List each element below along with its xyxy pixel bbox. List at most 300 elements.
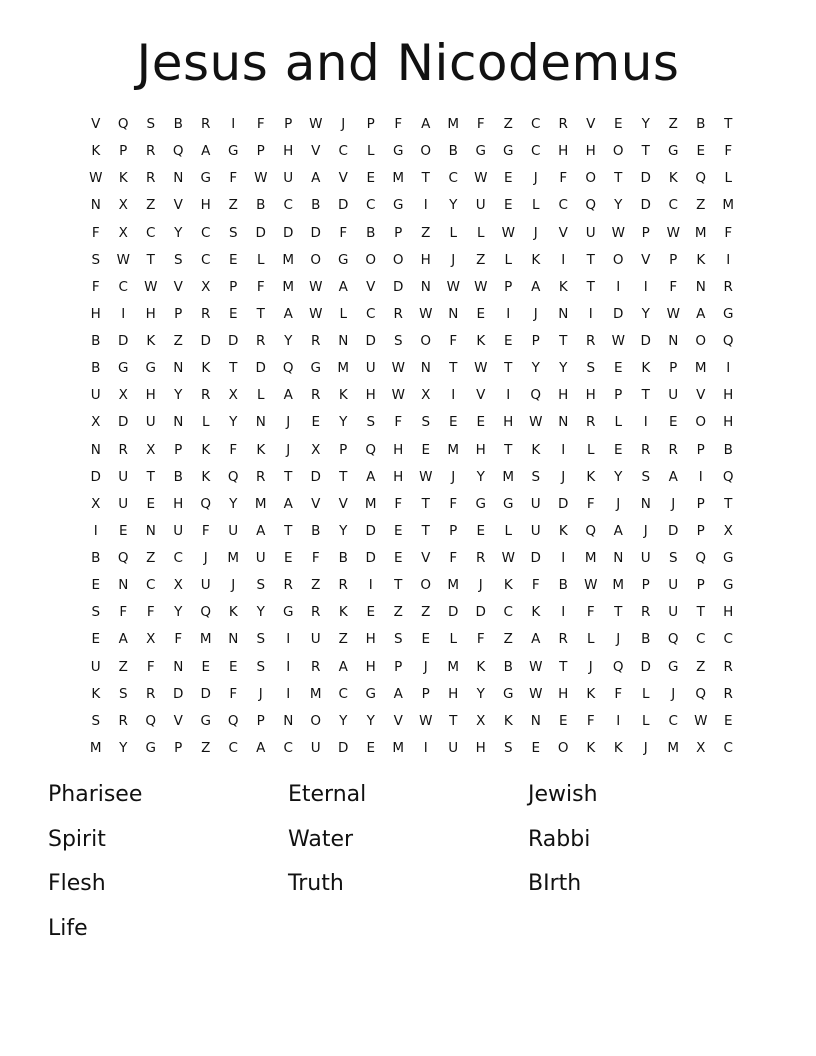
grid-letter: S xyxy=(393,333,403,349)
grid-letter: N xyxy=(283,712,294,729)
grid-letter: W xyxy=(446,278,460,295)
grid-letter: T xyxy=(641,143,650,160)
grid-letter: J xyxy=(561,468,566,485)
grid-letter: M xyxy=(309,685,322,702)
grid-letter: L xyxy=(586,631,595,648)
grid-letter: N xyxy=(420,360,431,377)
grid-letter: U xyxy=(668,604,679,621)
grid-letter: Y xyxy=(559,360,568,377)
grid-letter: A xyxy=(531,278,541,295)
grid-letter: U xyxy=(283,170,294,187)
grid-letter: E xyxy=(228,251,238,268)
grid-letter: B xyxy=(696,116,706,132)
grid-letter: D xyxy=(558,495,569,512)
grid-row xyxy=(82,626,742,653)
word-list-item: Flesh xyxy=(48,871,106,896)
grid-letter: V xyxy=(311,495,321,512)
grid-letter: O xyxy=(420,333,432,349)
grid-letter: L xyxy=(724,170,733,187)
grid-row xyxy=(82,409,742,436)
grid-letter: B xyxy=(256,197,266,214)
word-list-item: Water xyxy=(288,826,354,852)
grid-letter: K xyxy=(531,251,541,268)
grid-letter: D xyxy=(668,522,679,539)
grid-letter: R xyxy=(723,278,733,295)
grid-letter: V xyxy=(393,712,403,729)
grid-letter: H xyxy=(475,441,486,458)
grid-letter: E xyxy=(613,360,623,377)
grid-letter: P xyxy=(256,143,265,160)
grid-letter: I xyxy=(423,739,428,756)
grid-letter: J xyxy=(478,577,483,594)
grid-letter: P xyxy=(696,577,705,594)
grid-letter: P xyxy=(174,441,183,458)
grid-letter: M xyxy=(447,658,460,675)
grid-letter: H xyxy=(723,387,734,404)
grid-letter: C xyxy=(723,739,733,756)
word-list-item: Life xyxy=(48,915,88,941)
grid-row xyxy=(82,301,742,328)
grid-letter: Y xyxy=(119,739,128,756)
grid-letter: N xyxy=(695,278,706,295)
grid-letter: F xyxy=(586,604,595,621)
grid-letter: Y xyxy=(339,414,348,431)
grid-letter: F xyxy=(339,224,348,241)
grid-letter: T xyxy=(284,522,293,539)
grid-letter: J xyxy=(616,495,621,512)
grid-letter: E xyxy=(668,414,678,431)
grid-letter: D xyxy=(173,685,184,702)
grid-letter: C xyxy=(146,224,156,241)
grid-letter: H xyxy=(475,739,486,756)
grid-letter: D xyxy=(228,333,239,349)
grid-letter: D xyxy=(393,278,404,295)
grid-letter: T xyxy=(559,658,568,675)
grid-letter: X xyxy=(696,739,706,756)
grid-letter: W xyxy=(611,333,625,349)
grid-letter: I xyxy=(506,387,511,404)
grid-letter: W xyxy=(584,577,598,594)
grid-letter: Q xyxy=(282,360,294,377)
grid-letter: T xyxy=(614,604,623,621)
grid-letter: B xyxy=(311,522,321,539)
grid-letter: V xyxy=(173,197,183,214)
grid-letter: B xyxy=(723,441,733,458)
grid-letter: A xyxy=(338,278,348,295)
grid-letter: U xyxy=(145,414,156,431)
word-list xyxy=(48,773,768,951)
grid-letter: T xyxy=(229,360,238,377)
grid-letter: T xyxy=(256,305,265,322)
grid-letter: G xyxy=(668,658,679,675)
grid-letter: M xyxy=(667,739,680,756)
grid-letter: V xyxy=(173,712,183,729)
grid-letter: F xyxy=(476,116,485,132)
grid-letter: E xyxy=(696,143,706,160)
grid-letter: C xyxy=(338,685,348,702)
grid-letter: R xyxy=(283,577,293,594)
grid-letter: P xyxy=(284,116,293,132)
grid-letter: W xyxy=(474,360,488,377)
grid-letter: I xyxy=(286,631,291,648)
grid-letter: C xyxy=(558,197,568,214)
grid-letter: S xyxy=(256,658,266,675)
grid-letter: L xyxy=(449,224,458,241)
grid-letter: U xyxy=(668,577,679,594)
grid-row xyxy=(82,274,742,301)
grid-letter: Q xyxy=(200,495,212,512)
grid-letter: Y xyxy=(229,414,238,431)
grid-letter: K xyxy=(201,360,211,377)
grid-letter: X xyxy=(228,387,238,404)
grid-letter: B xyxy=(366,224,376,241)
grid-letter: F xyxy=(586,712,595,729)
grid-letter: R xyxy=(338,577,348,594)
grid-letter: N xyxy=(420,278,431,295)
grid-letter: E xyxy=(366,170,376,187)
grid-letter: P xyxy=(669,360,678,377)
grid-letter: Q xyxy=(227,712,239,729)
grid-letter: H xyxy=(448,685,459,702)
grid-letter: V xyxy=(338,495,348,512)
grid-letter: C xyxy=(201,251,211,268)
grid-letter: H xyxy=(503,414,514,431)
grid-row xyxy=(82,681,742,708)
grid-letter: I xyxy=(93,522,98,539)
grid-letter: X xyxy=(118,197,128,214)
grid-letter: R xyxy=(641,441,651,458)
grid-letter: E xyxy=(421,631,431,648)
grid-letter: Y xyxy=(366,712,375,729)
grid-letter: W xyxy=(419,305,433,322)
grid-letter: H xyxy=(90,305,101,322)
grid-letter: K xyxy=(613,739,623,756)
grid-letter: D xyxy=(613,305,624,322)
grid-letter: R xyxy=(118,712,128,729)
grid-letter: E xyxy=(201,658,211,675)
grid-letter: T xyxy=(559,333,568,349)
word-list-item: Truth xyxy=(288,871,344,896)
grid-letter: P xyxy=(504,278,513,295)
grid-letter: U xyxy=(90,387,101,404)
grid-letter: K xyxy=(558,278,568,295)
grid-letter: U xyxy=(530,495,541,512)
grid-letter: G xyxy=(475,143,486,160)
grid-letter: Y xyxy=(614,468,623,485)
grid-row xyxy=(82,111,742,138)
grid-letter: T xyxy=(724,116,733,132)
grid-row xyxy=(82,464,742,491)
grid-letter: E xyxy=(393,550,403,566)
grid-letter: H xyxy=(173,495,184,512)
grid-letter: H xyxy=(558,685,569,702)
grid-letter: S xyxy=(503,739,513,756)
grid-letter: Q xyxy=(530,387,542,404)
grid-letter: H xyxy=(145,387,156,404)
grid-letter: Z xyxy=(146,197,156,214)
grid-letter: G xyxy=(200,170,211,187)
grid-letter: U xyxy=(530,522,541,539)
grid-letter: R xyxy=(586,333,596,349)
grid-letter: I xyxy=(698,468,703,485)
grid-letter: W xyxy=(694,712,708,729)
grid-letter: J xyxy=(286,414,291,431)
grid-letter: Y xyxy=(174,387,183,404)
grid-letter: U xyxy=(585,224,596,241)
grid-letter: P xyxy=(229,278,238,295)
grid-letter: C xyxy=(448,170,458,187)
grid-letter: J xyxy=(643,522,648,539)
grid-letter: Q xyxy=(585,197,597,214)
grid-letter: A xyxy=(283,305,293,322)
grid-letter: H xyxy=(200,197,211,214)
grid-letter: J xyxy=(231,577,236,594)
grid-letter: H xyxy=(365,631,376,648)
grid-letter: G xyxy=(338,251,349,268)
grid-letter: G xyxy=(283,604,294,621)
grid-letter: Z xyxy=(476,251,486,268)
grid-letter: H xyxy=(723,604,734,621)
grid-letter: E xyxy=(228,658,238,675)
grid-letter: R xyxy=(256,333,266,349)
grid-letter: K xyxy=(338,604,348,621)
grid-letter: R xyxy=(558,116,568,132)
grid-letter: R xyxy=(586,414,596,431)
grid-letter: D xyxy=(338,739,349,756)
grid-letter: F xyxy=(449,550,458,566)
grid-letter: E xyxy=(393,522,403,539)
grid-letter: G xyxy=(503,685,514,702)
grid-letter: F xyxy=(229,685,238,702)
grid-letter: D xyxy=(365,333,376,349)
grid-letter: W xyxy=(529,414,543,431)
grid-letter: K xyxy=(91,685,101,702)
grid-letter: C xyxy=(531,143,541,160)
grid-letter: B xyxy=(173,116,183,132)
grid-letter: D xyxy=(310,468,321,485)
grid-letter: N xyxy=(668,333,679,349)
page-title: Jesus and Nicodemus xyxy=(136,34,680,92)
grid-letter: B xyxy=(91,333,101,349)
grid-letter: V xyxy=(586,116,596,132)
grid-letter: U xyxy=(200,577,211,594)
grid-letter: T xyxy=(614,170,623,187)
grid-row xyxy=(82,247,742,274)
grid-letter: U xyxy=(310,631,321,648)
grid-letter: G xyxy=(365,685,376,702)
grid-letter: N xyxy=(90,441,101,458)
grid-letter: J xyxy=(533,170,538,187)
grid-letter: M xyxy=(254,495,267,512)
grid-letter: V xyxy=(311,143,321,160)
grid-letter: O xyxy=(695,333,707,349)
grid-letter: H xyxy=(585,387,596,404)
grid-letter: N xyxy=(145,522,156,539)
grid-letter: W xyxy=(529,685,543,702)
grid-letter: M xyxy=(392,739,405,756)
grid-letter: I xyxy=(616,278,621,295)
grid-letter: N xyxy=(173,360,184,377)
grid-letter: A xyxy=(118,631,128,648)
grid-letter: W xyxy=(309,278,323,295)
grid-letter: S xyxy=(146,116,156,132)
grid-letter: R xyxy=(311,387,321,404)
grid-letter: K xyxy=(668,170,678,187)
grid-letter: K xyxy=(201,441,211,458)
grid-letter: G xyxy=(503,495,514,512)
grid-letter: H xyxy=(365,387,376,404)
grid-letter: I xyxy=(561,251,566,268)
grid-letter: H xyxy=(393,441,404,458)
grid-letter: N xyxy=(255,414,266,431)
grid-letter: I xyxy=(561,550,566,566)
grid-letter: Y xyxy=(641,305,650,322)
grid-letter: C xyxy=(503,604,513,621)
grid-letter: F xyxy=(669,278,678,295)
grid-letter: K xyxy=(118,170,128,187)
grid-letter: I xyxy=(643,278,648,295)
grid-letter: X xyxy=(91,414,101,431)
grid-letter: K xyxy=(338,387,348,404)
grid-letter: O xyxy=(365,251,377,268)
grid-letter: X xyxy=(201,278,211,295)
grid-letter: G xyxy=(393,143,404,160)
grid-letter: W xyxy=(474,170,488,187)
grid-letter: Q xyxy=(612,658,624,675)
grid-letter: Z xyxy=(338,631,348,648)
word-list-item: Pharisee xyxy=(48,782,143,807)
grid-letter: D xyxy=(640,197,651,214)
grid-letter: G xyxy=(310,360,321,377)
grid-letter: V xyxy=(338,170,348,187)
grid-letter: Y xyxy=(531,360,540,377)
grid-letter: M xyxy=(89,739,102,756)
grid-letter: K xyxy=(201,468,211,485)
grid-letter: V xyxy=(558,224,568,241)
grid-letter: H xyxy=(558,387,569,404)
grid-letter: Y xyxy=(174,224,183,241)
grid-letter: N xyxy=(90,197,101,214)
grid-letter: A xyxy=(531,631,541,648)
grid-letter: Z xyxy=(146,550,156,566)
grid-letter: L xyxy=(449,631,458,648)
grid-letter: E xyxy=(118,522,128,539)
grid-letter: Y xyxy=(229,495,238,512)
grid-letter: R xyxy=(201,305,211,322)
grid-letter: C xyxy=(723,631,733,648)
grid-letter: C xyxy=(366,305,376,322)
grid-letter: Z xyxy=(201,739,211,756)
grid-letter: Y xyxy=(476,685,485,702)
grid-letter: P xyxy=(174,739,183,756)
grid-letter: L xyxy=(476,224,485,241)
grid-letter: E xyxy=(146,495,156,512)
grid-letter: R xyxy=(723,658,733,675)
grid-letter: L xyxy=(256,387,265,404)
grid-letter: I xyxy=(643,414,648,431)
grid-letter: F xyxy=(311,550,320,566)
grid-letter: B xyxy=(338,550,348,566)
grid-letter: J xyxy=(451,251,456,268)
grid-letter: I xyxy=(726,360,731,377)
grid-letter: A xyxy=(421,116,431,132)
grid-letter: E xyxy=(531,739,541,756)
grid-row xyxy=(82,355,742,382)
grid-letter: T xyxy=(696,604,705,621)
word-list-item: Eternal xyxy=(288,782,367,807)
grid-letter: S xyxy=(531,468,541,485)
grid-letter: M xyxy=(694,360,707,377)
grid-letter: X xyxy=(476,712,486,729)
grid-letter: F xyxy=(201,522,210,539)
grid-letter: K xyxy=(641,360,651,377)
grid-letter: D xyxy=(475,604,486,621)
grid-letter: R xyxy=(311,604,321,621)
grid-letter: H xyxy=(420,251,431,268)
grid-letter: O xyxy=(310,712,322,729)
grid-letter: U xyxy=(448,739,459,756)
grid-letter: J xyxy=(533,305,538,322)
grid-letter: X xyxy=(173,577,183,594)
grid-letter: P xyxy=(366,116,375,132)
grid-row xyxy=(82,735,742,762)
grid-letter: T xyxy=(146,468,155,485)
grid-letter: K xyxy=(696,251,706,268)
grid-letter: J xyxy=(258,685,263,702)
grid-letter: M xyxy=(199,631,212,648)
grid-letter: M xyxy=(282,251,295,268)
grid-letter: R xyxy=(723,685,733,702)
grid-letter: E xyxy=(91,631,101,648)
grid-letter: E xyxy=(366,604,376,621)
grid-letter: F xyxy=(146,604,155,621)
grid-letter: O xyxy=(585,170,597,187)
grid-letter: L xyxy=(339,305,348,322)
grid-letter: G xyxy=(200,712,211,729)
grid-letter: B xyxy=(91,550,101,566)
grid-letter: H xyxy=(723,414,734,431)
grid-letter: E xyxy=(503,197,513,214)
grid-letter: D xyxy=(283,224,294,241)
grid-letter: J xyxy=(341,116,346,132)
grid-letter: P xyxy=(119,143,128,160)
grid-letter: A xyxy=(201,143,211,160)
grid-letter: U xyxy=(475,197,486,214)
grid-letter: O xyxy=(420,577,432,594)
grid-letter: T xyxy=(449,712,458,729)
grid-letter: G xyxy=(723,305,734,322)
grid-letter: V xyxy=(366,278,376,295)
grid-letter: K xyxy=(503,577,513,594)
word-list-item: Rabbi xyxy=(528,826,591,852)
grid-letter: L xyxy=(504,251,513,268)
grid-letter: N xyxy=(173,414,184,431)
grid-letter: T xyxy=(146,251,155,268)
grid-letter: O xyxy=(392,251,404,268)
grid-letter: X xyxy=(118,387,128,404)
grid-letter: M xyxy=(722,197,735,214)
grid-letter: N xyxy=(173,658,184,675)
grid-letter: U xyxy=(365,360,376,377)
grid-letter: F xyxy=(256,116,265,132)
grid-letter: F xyxy=(531,577,540,594)
grid-letter: I xyxy=(561,441,566,458)
grid-letter: P xyxy=(641,224,650,241)
grid-letter: Q xyxy=(117,550,129,566)
grid-letter: E xyxy=(558,712,568,729)
grid-letter: Q xyxy=(722,468,734,485)
grid-letter: P xyxy=(449,522,458,539)
